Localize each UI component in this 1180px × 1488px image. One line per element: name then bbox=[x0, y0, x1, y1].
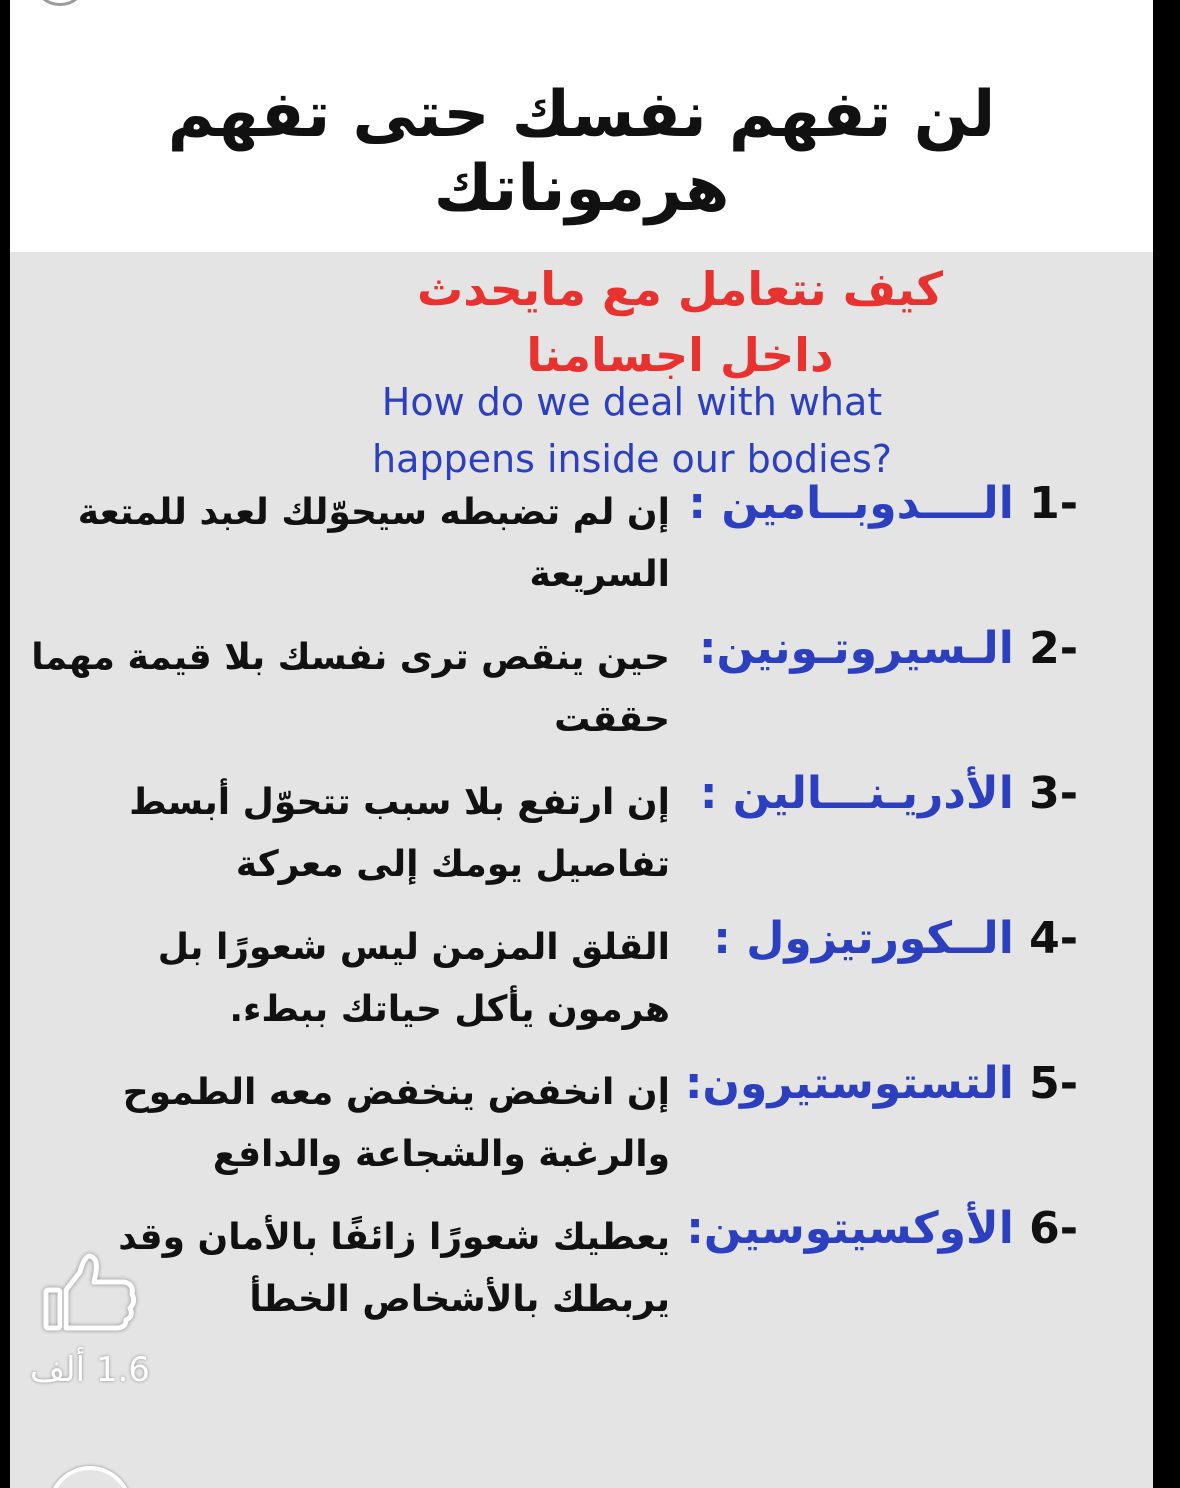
hormone-term bbox=[713, 913, 1078, 964]
hormone-term bbox=[700, 768, 1078, 819]
separator: : bbox=[698, 623, 717, 674]
hormone-name: الأوكسيتوسين bbox=[703, 1203, 1014, 1254]
post-frame bbox=[10, 0, 1153, 1488]
hormone-description: يعطيك شعورًا زائفًا بالأمان وقد يربطك بالأشخاص الخطأ bbox=[118, 1217, 670, 1320]
comment-button[interactable] bbox=[48, 1466, 132, 1488]
hormone-description: إن انخفض ينخفض معه الطموح والرغبة والشجاعة والدافع bbox=[122, 1072, 670, 1175]
separator: : bbox=[688, 478, 722, 529]
hormone-description: القلق المزمن ليس شعورًا بل هرمون يأكل حياتك ببطء. bbox=[157, 927, 670, 1030]
hormone-name: الأدريـنـــالين bbox=[732, 768, 1014, 819]
separator: : bbox=[684, 1058, 703, 1109]
item-number: -4 bbox=[1029, 913, 1078, 964]
hormone-name: التستوستيرون bbox=[702, 1058, 1014, 1109]
post-title: لن تفهم نفسك حتى تفهم هرموناتك bbox=[167, 78, 996, 226]
item-number: -1 bbox=[1029, 478, 1078, 529]
hormone-term bbox=[688, 478, 1078, 529]
hormone-term bbox=[686, 1203, 1078, 1254]
hormone-description: إن ارتفع بلا سبب تتحوّل أبسط تفاصيل يومك إلى معركة bbox=[129, 782, 670, 885]
hormone-name: الـسيروتـونين bbox=[716, 623, 1014, 674]
separator: : bbox=[699, 768, 733, 819]
item-number: -5 bbox=[1029, 1058, 1078, 1109]
heading-ar-line1: كيف نتعامل مع مايحدث bbox=[416, 262, 944, 316]
item-number: -6 bbox=[1029, 1203, 1078, 1254]
heading-en-line2: happens inside our bodies? bbox=[372, 437, 892, 481]
thumbs-up-icon bbox=[40, 1250, 140, 1334]
avatar[interactable] bbox=[32, 0, 88, 6]
item-number: -3 bbox=[1029, 768, 1078, 819]
hormone-term bbox=[685, 1058, 1078, 1109]
hormone-description: إن لم تضبطه سيحوّلك لعبد للمتعة السريعة bbox=[77, 492, 670, 595]
hormone-term bbox=[699, 623, 1078, 674]
heading-ar-line2: داخل اجسامنا bbox=[526, 328, 834, 382]
like-count: 1.6 ألف bbox=[30, 1350, 150, 1390]
like-button[interactable] bbox=[40, 1250, 140, 1338]
hormone-name: الــــدوبــامين bbox=[721, 478, 1014, 529]
item-number: -2 bbox=[1029, 623, 1078, 674]
separator: : bbox=[713, 913, 747, 964]
separator: : bbox=[686, 1203, 704, 1254]
hormone-description: حين ينقص ترى نفسك بلا قيمة مهما حققت bbox=[31, 637, 670, 740]
title-panel bbox=[10, 0, 1153, 252]
hormone-name: الــكورتيزول bbox=[746, 913, 1014, 964]
heading-en-line1: How do we deal with what bbox=[381, 380, 883, 424]
